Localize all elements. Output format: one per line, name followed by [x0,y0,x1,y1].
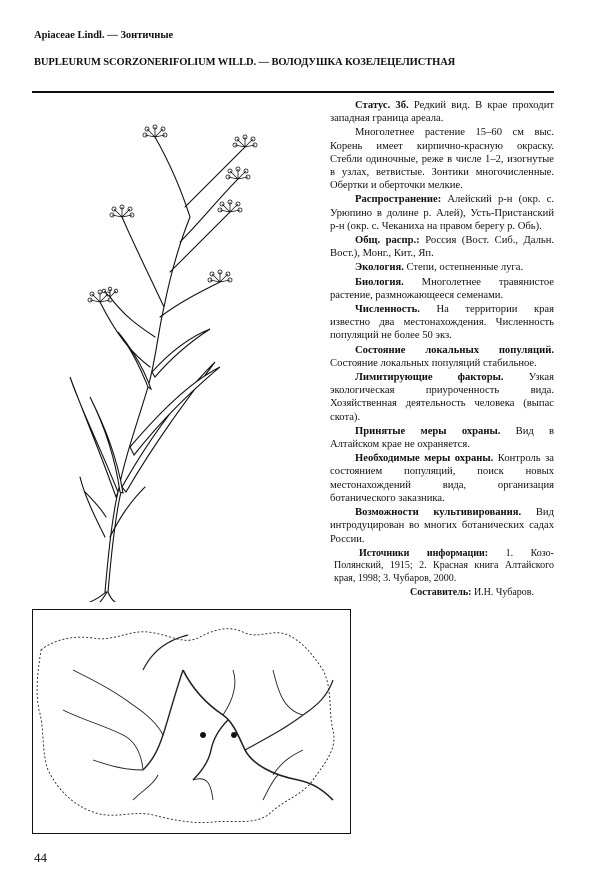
sources-section [330,548,554,586]
ecology-label: Экология. [355,262,404,274]
distribution-label: Распространение: [355,194,442,206]
biology-label: Биология. [355,276,404,288]
umbel [143,125,167,137]
measures-taken-label: Принятые меры охраны. [355,425,501,437]
locality-marker [200,732,206,738]
ecology-text: Степи, остепненные луга. [406,262,524,274]
cultivation-section [330,506,554,546]
abundance-text: На территории края известно два местонахождения. Численность популяций не более 50 экз. [330,304,554,342]
status-text: Редкий вид. В крае проходит западная граница ареала. [330,100,554,125]
umbel [233,135,257,147]
compiler-label: Составитель: [410,587,472,599]
page-number: 44 [34,850,47,865]
river [245,680,333,750]
populations-text: Состояние локальных популяций стабильное. [330,357,537,369]
general-distribution-label: Общ. распр.: [355,235,420,247]
region-border [37,629,334,823]
limiting-text: Узкая экологическая приуроченность вида. Хозяйственная деятельность человека (выпас скота). [330,372,554,423]
abundance-section [330,303,554,343]
plant-illustration [60,97,325,602]
general-distribution-text: Россия (Вост. Сиб., Дальн. Вост.), Монг., Кит., Яп. [330,235,555,260]
status-section [330,99,554,125]
limiting-label: Лимитирующие факторы. [355,372,504,384]
measures-taken-text: Вид в Алтайском крае не охраняется. [330,425,554,451]
sources-label: Источники информации: [359,547,489,559]
cultivation-text: Вид интродуцирован во многих ботанических садах России. [330,507,554,545]
populations-section [330,344,554,370]
cultivation-label: Возможности культивирования. [355,507,522,519]
abundance-label: Численность. [355,304,420,316]
morphology-text: Многолетнее растение 15–60 см выс. Корень имеет кирпично-красную окраску. Стебли одиночные, реже в числе 1–2, изогнутые в узлах, ветвистые. Зонтики многочисленные. Обертки и оберточки мелкие. [330,127,554,192]
umbel [226,167,250,179]
region-map [33,610,350,833]
limiting-section [330,371,554,424]
umbel [218,200,242,212]
measures-needed-label: Необходимые меры охраны. [355,453,494,465]
family-header: Apiaceae Lindl. — Зонтичные [34,30,174,41]
populations-label: Состояние локальных популяций. [355,344,554,356]
leaf [152,329,210,377]
leaf [90,397,123,493]
biology-text: Многолетнее травянистое растение, размножающееся семенами. [330,276,554,301]
river [143,635,188,670]
measures-needed-text: Контроль за состоянием популяций, поиск новых местонахождений вида, организация ботанического заказника. [330,453,554,504]
sources-text: 1. Козо-Полянский, 1915; 2. Красная книга Алтайского края, 1998; 3. Чубаров, 2000. [334,547,554,584]
umbel [102,287,118,297]
distribution-section [330,193,554,233]
ecology-section [330,261,554,274]
morphology-section [330,126,554,192]
species-title: BUPLEURUM SCORZONERIFOLIUM WILLD. — ВОЛОДУШКА КОЗЕЛЕЦЕЛИСТНАЯ [34,57,456,68]
status-label: Статус. 3б. [355,100,409,111]
umbel [110,205,134,217]
measures-taken-section [330,425,554,451]
general-distribution-section [330,234,554,260]
description-column [330,99,554,600]
header-rule [32,91,554,93]
river [143,670,183,770]
compiler-text: И.Н. Чубаров. [473,587,534,599]
river [193,720,228,780]
distribution-text: Алейский р-н (окр. с. Урюпино в долине р. Алей), Усть-Пристанский р-н (окр. с. Чеканиха на правом берегу р. Обь). [330,194,554,232]
leaf [70,377,118,497]
compiler-section [330,586,554,599]
distribution-map [32,609,351,834]
umbel [208,270,232,282]
umbel [88,290,112,302]
locality-marker [231,732,237,738]
leaf [118,332,151,389]
biology-section [330,276,554,302]
measures-needed-section [330,452,554,505]
